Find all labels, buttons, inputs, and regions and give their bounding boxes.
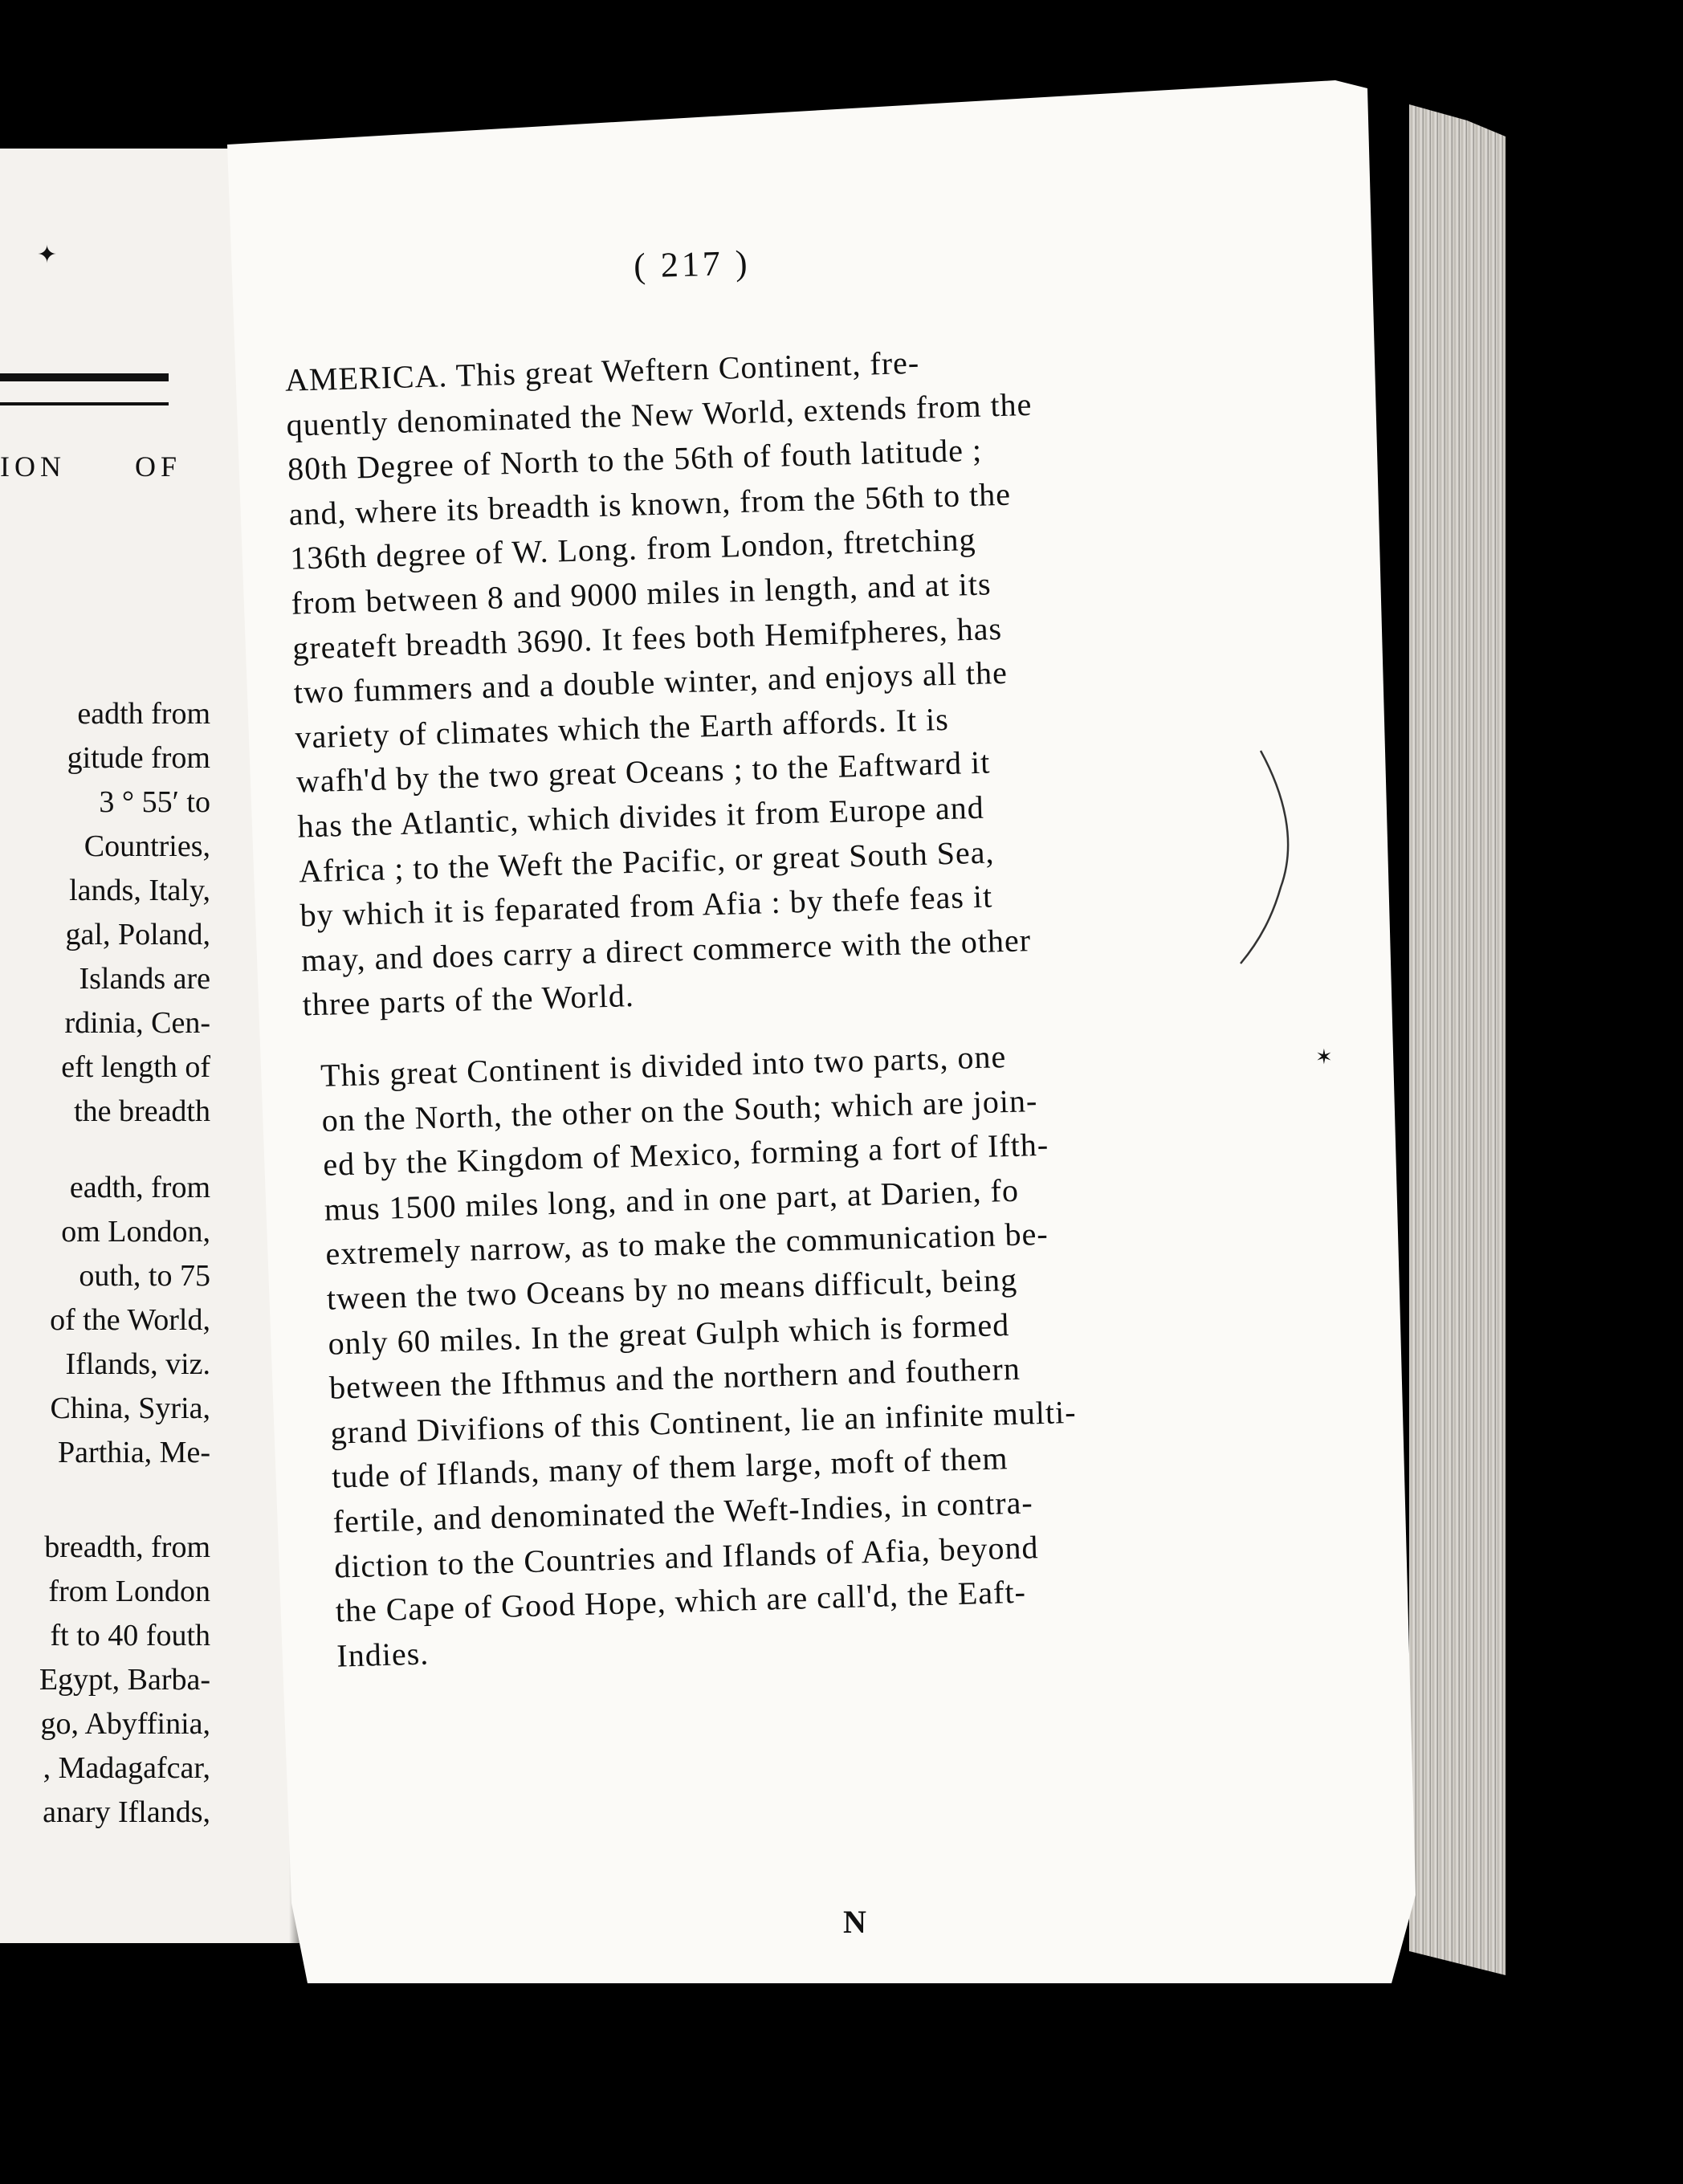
text-line: wafh'd by the two great Oceans ; to the Eaftward it — [295, 744, 991, 800]
text-line: the Cape of Good Hope, which are call'd, the Eaft- — [335, 1573, 1027, 1629]
text-line: has the Atlantic, which divides it from Europe and — [296, 788, 985, 845]
text-line: AMERICA. This great Weftern Continent, fre- — [284, 344, 920, 398]
text-line: mus 1500 miles long, and in one part, at Darien, fo — [324, 1171, 1020, 1228]
text-line: on the North, the other on the South; which are join- — [321, 1082, 1038, 1139]
text-line: quently denominated the New World, extends from the — [285, 385, 1033, 443]
text-line: greateft breadth 3690. It fees both Hemifpheres, has — [291, 609, 1003, 666]
left-line: Egypt, Barba- — [39, 1663, 210, 1697]
left-line: anary Iflands, — [43, 1795, 210, 1829]
text-line: may, and does carry a direct commerce with the other — [300, 921, 1032, 979]
left-line: outh, to 75 — [79, 1259, 210, 1293]
left-line: the breadth — [74, 1094, 210, 1128]
left-line: rdinia, Cen- — [64, 1006, 210, 1040]
left-line: eft length of — [61, 1050, 210, 1084]
text-line: 80th Degree of North to the 56th of fouth latitude ; — [287, 431, 983, 487]
text-line: by which it is feparated from Afia : by thefe feas it — [300, 878, 993, 934]
left-heading-word-2: OF — [135, 450, 182, 483]
left-line: , Madagafcar, — [43, 1751, 210, 1785]
ink-speck: ✶ — [1315, 1045, 1333, 1070]
left-line: China, Syria, — [50, 1391, 210, 1425]
left-line: ft to 40 fouth — [50, 1619, 210, 1652]
left-line: gitude from — [67, 741, 210, 775]
text-line: three parts of the World. — [302, 977, 635, 1023]
left-line: Countries, — [84, 829, 210, 863]
left-line: Islands are — [79, 962, 210, 996]
left-line: lands, Italy, — [69, 874, 210, 907]
text-line: and, where its breadth is known, from the 56th to the — [288, 475, 1012, 532]
text-line: fertile, and denominated the Weft-Indies, in contra- — [332, 1484, 1034, 1540]
text-line: variety of climates which the Earth affords. It is — [294, 700, 950, 756]
text-line: between the Ifthmus and the northern and fouthern — [328, 1350, 1021, 1406]
paragraph-america — [284, 337, 1049, 1028]
left-line: eadth, from — [69, 1171, 210, 1204]
page-number: ( 217 ) — [633, 242, 752, 286]
left-line: eadth from — [77, 697, 210, 731]
left-line: Iflands, viz. — [65, 1347, 210, 1381]
text-line: Africa ; to the Weft the Pacific, or great South Sea, — [298, 833, 995, 890]
text-line: tween the two Oceans by no means difficult, being — [326, 1261, 1018, 1317]
text-line: Indies. — [336, 1635, 430, 1674]
left-line: 3 ° 55′ to — [99, 785, 210, 819]
left-line: Parthia, Me- — [58, 1436, 210, 1469]
text-line: extremely narrow, as to make the communication be- — [324, 1216, 1049, 1273]
text-line: 136th degree of W. Long. from London, ftretching — [289, 521, 977, 577]
left-line: of the World, — [50, 1303, 210, 1337]
text-line: grand Divifions of this Continent, lie an infinite multi- — [330, 1393, 1078, 1451]
left-line: gal, Poland, — [65, 918, 210, 951]
left-heading-word-1: ION — [0, 450, 66, 483]
text-line: ed by the Kingdom of Mexico, forming a fort of Ifth- — [322, 1126, 1049, 1184]
left-line: go, Abyffinia, — [40, 1707, 210, 1741]
left-line: breadth, from — [44, 1530, 210, 1564]
ornament-mark: ✦ — [37, 241, 58, 269]
text-line: two fummers and a double winter, and enjoys all the — [293, 654, 1009, 711]
signature-mark: N — [843, 1904, 866, 1940]
text-line: diction to the Countries and Iflands of Afia, beyond — [333, 1528, 1039, 1585]
text-line: from between 8 and 9000 miles in length, and at its — [291, 565, 992, 621]
text-line: This great Continent is divided into two parts, one — [320, 1038, 1007, 1094]
text-line: tude of Iflands, many of them large, moft of them — [331, 1440, 1009, 1496]
pencil-bracket-mark — [1237, 747, 1301, 972]
left-line: from London — [48, 1575, 210, 1608]
paragraph-continent — [320, 1033, 1082, 1678]
text-line: only 60 miles. In the great Gulph which is formed — [327, 1306, 1010, 1362]
left-line: om London, — [61, 1215, 210, 1249]
